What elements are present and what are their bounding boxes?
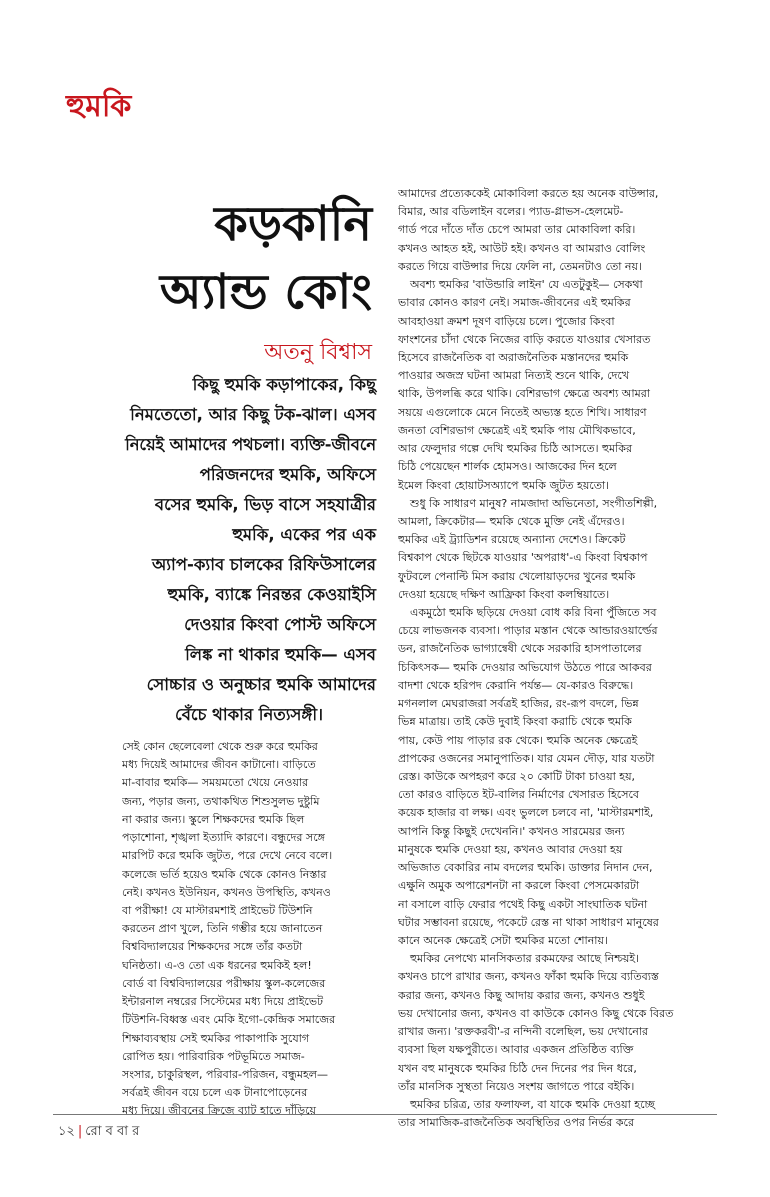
text-line: চিঠি পেয়েছেন শার্লক হোমসও। আজকের দিন হলে [398, 460, 617, 474]
text-line: কখনও আহত হই, আউট হই। কখনও বা আমরাও বোলিং [398, 241, 646, 255]
text-line: কয়েক হাজার বা লক্ষ। এবং ভুললে চলবে না, 'মাস্টারমশাই, [398, 806, 654, 820]
text-line: প্রাপকের ওজনের সমানুপাতিক। যার যেমন দৌড়, যার যতটা [398, 751, 655, 765]
text-line: আপনি কিন্তু কিছুই দেখেননি।' কখনও সারমেয়র জন্য [398, 824, 625, 838]
text-line: মারপিট করে হুমকি জুটত, পরে দেখে নেবে বলে। [122, 849, 333, 863]
text-line: কলেজে ভর্তি হয়েও হুমকি থেকে কোনও নিস্তার [122, 867, 327, 881]
intro-line: হুমকি, ব্যাঙ্কে নিরন্তর কেওয়াইসি [167, 585, 376, 604]
text-line: সয়য়ে এগুলোকে মেনে নিতেই অভ্যস্ত হতে শিখি। সাধারণ [398, 405, 647, 419]
paragraph [398, 604, 720, 950]
intro-line: কিছু হুমকি কড়াপাকের, কিছু [192, 375, 376, 394]
paragraph [122, 738, 376, 1121]
text-line: হুমকির এই ট্র্যাডিশন রয়েছে অন্যান্য দেশেও। ক্রিকেট [398, 533, 626, 547]
title-line-1: কড়কানি [214, 196, 372, 252]
text-line: ফুটবলে পেনাল্টি মিস করায় খেলোয়াড়দের খুনের হুমকি [398, 569, 636, 583]
paragraph [398, 495, 720, 604]
article-title [110, 190, 372, 326]
text-line: আবহাওয়া ক্রমশ দূষণ বাড়িয়ে চলে। পুজোর কিংবা [398, 314, 615, 328]
text-line: চিকিৎসক— হুমকি দেওয়ার অভিযোগ উঠতে পারে আকবর [398, 660, 652, 674]
text-line: মা-বাবার হুমকি— সময়মতো খেয়ে নেওয়ার [122, 776, 309, 790]
footer-separator: | [77, 1124, 83, 1139]
text-line: ইমেল কিংবা হোয়াটসঅ্যাপে হুমকি জুটত হয়তো। [398, 478, 610, 492]
text-line: মানুষকে হুমকি দেওয়া হয়, কখনও আবার দেওয়া হয় [398, 842, 623, 856]
text-line: আমাদের প্রত্যেককেই মোকাবিলা করতে হয় অনেক বাউন্সার, [398, 187, 659, 200]
text-line: বিমার, আর বডিলাইন বলের। প্যাড-গ্লাভস-হেলমেট- [398, 205, 624, 219]
text-line: তো কারও বাড়িতে ইট-বালির নির্মাণের খেসারত হিসেবে [398, 788, 640, 802]
title-line-2: অ্যান্ড কোং [159, 264, 372, 320]
body-column-right [398, 185, 720, 1132]
text-line: জনতা বেশিরভাগ ক্ষেত্রেই এই হুমকি পায় মৌখিকভাবে, [398, 423, 636, 437]
text-line: কানে অনেক ক্ষেত্রেই সেটা হুমকির মতো শোনায়। [398, 933, 608, 947]
text-line: পায়, কেউ পায় পাড়ার রক থেকে। হুমকি অনেক ক্ষেত্রেই [398, 733, 638, 747]
text-line: হিসেবে রাজনৈতিক বা অরাজনৈতিক মস্তানদের হুমকি [398, 350, 629, 364]
body-column-left [122, 738, 376, 1121]
text-line: ভাবার কোনও কারণ নেই। সমাজ-জীবনের এই হুমকির [398, 296, 631, 310]
footer-rule [53, 1114, 717, 1115]
intro-line: লিঙ্ক না থাকার হুমকি— এসব [185, 645, 376, 664]
text-line: শুধু কি সাধারণ মানুষ? নামজাদা অভিনেতা, সংগীতশিল্পী, [410, 496, 658, 510]
author-byline: অতনু বিশ্বাস [264, 340, 372, 365]
text-line: ঘনিষ্ঠতা। এ-ও তো এক ধরনের হুমকিই হল! [122, 958, 312, 972]
text-line: বাদশা থেকে হরিপদ কেরানি পর্যন্ত— যে-কারও বিরুদ্ধে। [398, 678, 634, 692]
text-line: মগনলাল মেঘরাজরা সর্বত্রই হাজির, রং-রূপ বদলে, ভিন্ন [398, 697, 639, 711]
text-line: তাঁর মানসিক সুস্থতা নিয়েও সংশয় জাগতে পারে বইকি। [398, 1079, 635, 1093]
text-line: নেই। কখনও ইউনিয়ন, কখনও উপস্থিতি, কখনও [122, 885, 331, 899]
paragraph [398, 185, 720, 276]
text-line: ভিন্ন মাত্রায়। তাই কেউ দুবাই কিংবা করাচি থেকে হুমকি [398, 715, 632, 729]
intro-line: অ্যাপ-ক্যাব চালকের রিফিউসালের [151, 555, 376, 574]
text-line: গার্ড পরে দাঁতে দাঁত চেপে আমরা তার মোকাবিলা করি। [398, 223, 636, 237]
text-line: ফাংশনের চাঁদা থেকে নিজের বাড়ি করতে যাওয়ার খেসারত [398, 332, 651, 346]
text-line: করতে গিয়ে বাউন্সার দিয়ে ফেলি না, তেমনটাও তো নয়। [398, 259, 642, 273]
text-line: কখনও চাপে রাখার জন্য, কখনও ফাঁকা হুমকি দিয়ে ব্যতিব্যস্ত [398, 970, 659, 984]
intro-line: নিয়েই আমাদের পথচলা। ব্যক্তি-জীবনে [125, 435, 376, 454]
text-line: পাওয়ার অজস্র ঘটনা আমরা নিত্যই শুনে থাকি, দেখে [398, 369, 630, 383]
intro-line: দেওয়ার কিংবা পোস্ট অফিসে [184, 615, 376, 634]
text-line: বিশ্বকাপ থেকে ছিটকে যাওয়ার 'অপরাধ'-এ কিংবা বিশ্বকাপ [398, 551, 648, 565]
text-line: মধ্য দিয়ে। জীবনের ক্রিজে ব্যাট হাতে দাঁড়িয়ে [122, 1104, 316, 1118]
paragraph [398, 276, 720, 495]
text-line: শিক্ষাব্যবস্থায় সেই হুমকির পাকাপাকি সুযোগ [122, 1031, 310, 1045]
text-line: আর ফেলুদার গল্পে দেখি হুমকির চিঠি আসতে। হুমকির [398, 442, 633, 456]
text-line: তার সামাজিক-রাজনৈতিক অবস্থিতির ওপর নির্ভর করে [398, 1116, 635, 1130]
text-line: টিউশনি-বিধ্বস্ত এবং মেকি ইগো-কেন্দ্রিক সমাজের [122, 1013, 336, 1027]
intro-line: হুমকি, একের পর এক [232, 525, 376, 544]
text-line: পড়াশোনা, শৃঙ্খলা ইত্যাদি কারণে। বন্ধুদের সঙ্গে [122, 831, 325, 845]
intro-line: নিমতেতো, আর কিছু টক-ঝাল। এসব [130, 405, 376, 424]
text-line: হুমকির চরিত্র, তার ফলাফল, বা যাকে হুমকি দেওয়া হচ্ছে [410, 1097, 655, 1111]
intro-line: সোচ্চার ও অনুচ্চার হুমকি আমাদের [146, 675, 376, 694]
intro-standfirst [122, 370, 376, 730]
text-line: বিশ্ববিদ্যালয়ের শিক্ষকদের সঙ্গে তাঁর কতটা [122, 940, 303, 954]
text-line: সর্বত্রই জীবন বয়ে চলে এক টানাপোড়েনের [122, 1086, 308, 1100]
publication-name: রো ব বা র [85, 1124, 140, 1139]
page-footer [58, 1122, 139, 1143]
intro-line: বসের হুমকি, ভিড় বাসে সহযাত্রীর [154, 495, 376, 514]
text-line: ভয় দেখানোর জন্য, কখনও বা কাউকে কোনও কিছু থেকে বিরত [398, 1006, 674, 1020]
text-line: রোপিত হয়। পারিবারিক পটভূমিতে সমাজ- [122, 1049, 305, 1063]
text-line: না করার জন্য। স্কুলে শিক্ষকদের হুমকি ছিল [122, 812, 305, 826]
text-line: একমুঠো হুমকি ছড়িয়ে দেওয়া বোধ করি বিনা পুঁজিতে সব [410, 606, 657, 620]
text-line: সংসার, চাকুরিস্থল, পরিবার-পরিজন, বন্ধুমহল— [122, 1067, 328, 1081]
text-line: অভিজাত বেকারির নাম বদলের হুমকি। ডাক্তার নিদান দেন, [398, 861, 653, 875]
text-line: করতেন প্রাণ খুলে, তিনি গম্ভীর হয়ে জানাতেন [122, 922, 323, 936]
text-line: না বসালে বাড়ি ফেরার পথেই কিছু একটা সাংঘাতিক ঘটনা [398, 897, 648, 911]
section-label: হুমকি [66, 89, 132, 124]
text-line: আমলা, ক্রিকেটার— হুমকি থেকে মুক্তি নেই এঁদেরও। [398, 514, 625, 528]
text-line: এক্ষুনি অমুক অপারেশনটা না করলে কিংবা পেসমেকারটা [398, 879, 640, 893]
text-line: বা পরীক্ষা! যে মাস্টারমশাই প্রাইভেট টিউশনি [122, 903, 313, 917]
paragraph [398, 950, 720, 1096]
text-line: রাখার জন্য। 'রক্তকরবী'-র নন্দিনী বলেছিল, ভয় দেখানোর [398, 1025, 649, 1039]
text-line: ঘটার সম্ভাবনা রয়েছে, পকেটে রেস্ত না থাকা সাধারণ মানুষের [398, 915, 659, 929]
text-line: থাকি, উপলব্ধি করে থাকি। বেশিরভাগ ক্ষেত্রে অবশ্য আমরা [398, 387, 650, 401]
text-line: জন্য, পড়ার জন্য, তথাকথিত শিশুসুলভ দুষ্টুমি [122, 794, 320, 808]
intro-line: পরিজনদের হুমকি, অফিসে [199, 465, 376, 484]
text-line: সেই কোন ছেলেবেলা থেকে শুরু করে হুমকির [122, 740, 318, 753]
text-line: বোর্ড বা বিশ্ববিদ্যালয়ের পরীক্ষায় স্কুল-কলেজের [122, 976, 326, 990]
text-line: ব্যবসা ছিল যক্ষপুরীতে। আবার একজন প্রতিষ্ঠিত ব্যক্তি [398, 1043, 634, 1057]
text-line: মধ্য দিয়েই আমাদের জীবন কাটানো। বাড়িতে [122, 758, 316, 772]
text-line: রেস্ত। কাউকে অপহরণ করে ২০ কোটি টাকা চাওয়া হয়, [398, 770, 636, 783]
intro-line: বেঁচে থাকার নিত্যসঙ্গী। [175, 705, 323, 724]
text-line: ডন, রাজনৈতিক ভাগ্যান্বেষী থেকে সরকারি হাসপাতালের [398, 642, 642, 656]
text-line: যখন বহু মানুষকে হুমকির চিঠি দেন দিনের পর দিন ধরে, [398, 1061, 637, 1075]
page-number: ১২ [58, 1124, 75, 1139]
text-line: অবশ্য হুমকির 'বাউন্ডারি লাইন' যে এতটুকুই— সেকথা [410, 278, 643, 292]
text-line: করার জন্য, কখনও কিছু আদায় করার জন্য, কখনও শুধুই [398, 988, 645, 1002]
text-line: চেয়ে লাভজনক ব্যবসা। পাড়ার মস্তান থেকে আন্ডারওয়ার্ল্ডের [398, 624, 658, 638]
text-line: দেওয়া হয়েছে দক্ষিণ আফ্রিকা কিংবা কলম্বিয়াতে। [398, 587, 610, 601]
text-line: হুমকির নেপথ্যে মানসিকতার রকমফের আছে নিশ্চয়ই। [410, 952, 640, 966]
text-line: ইন্টারনাল নম্বরের সিস্টেমের মধ্য দিয়ে প্রাইভেট [122, 995, 324, 1009]
